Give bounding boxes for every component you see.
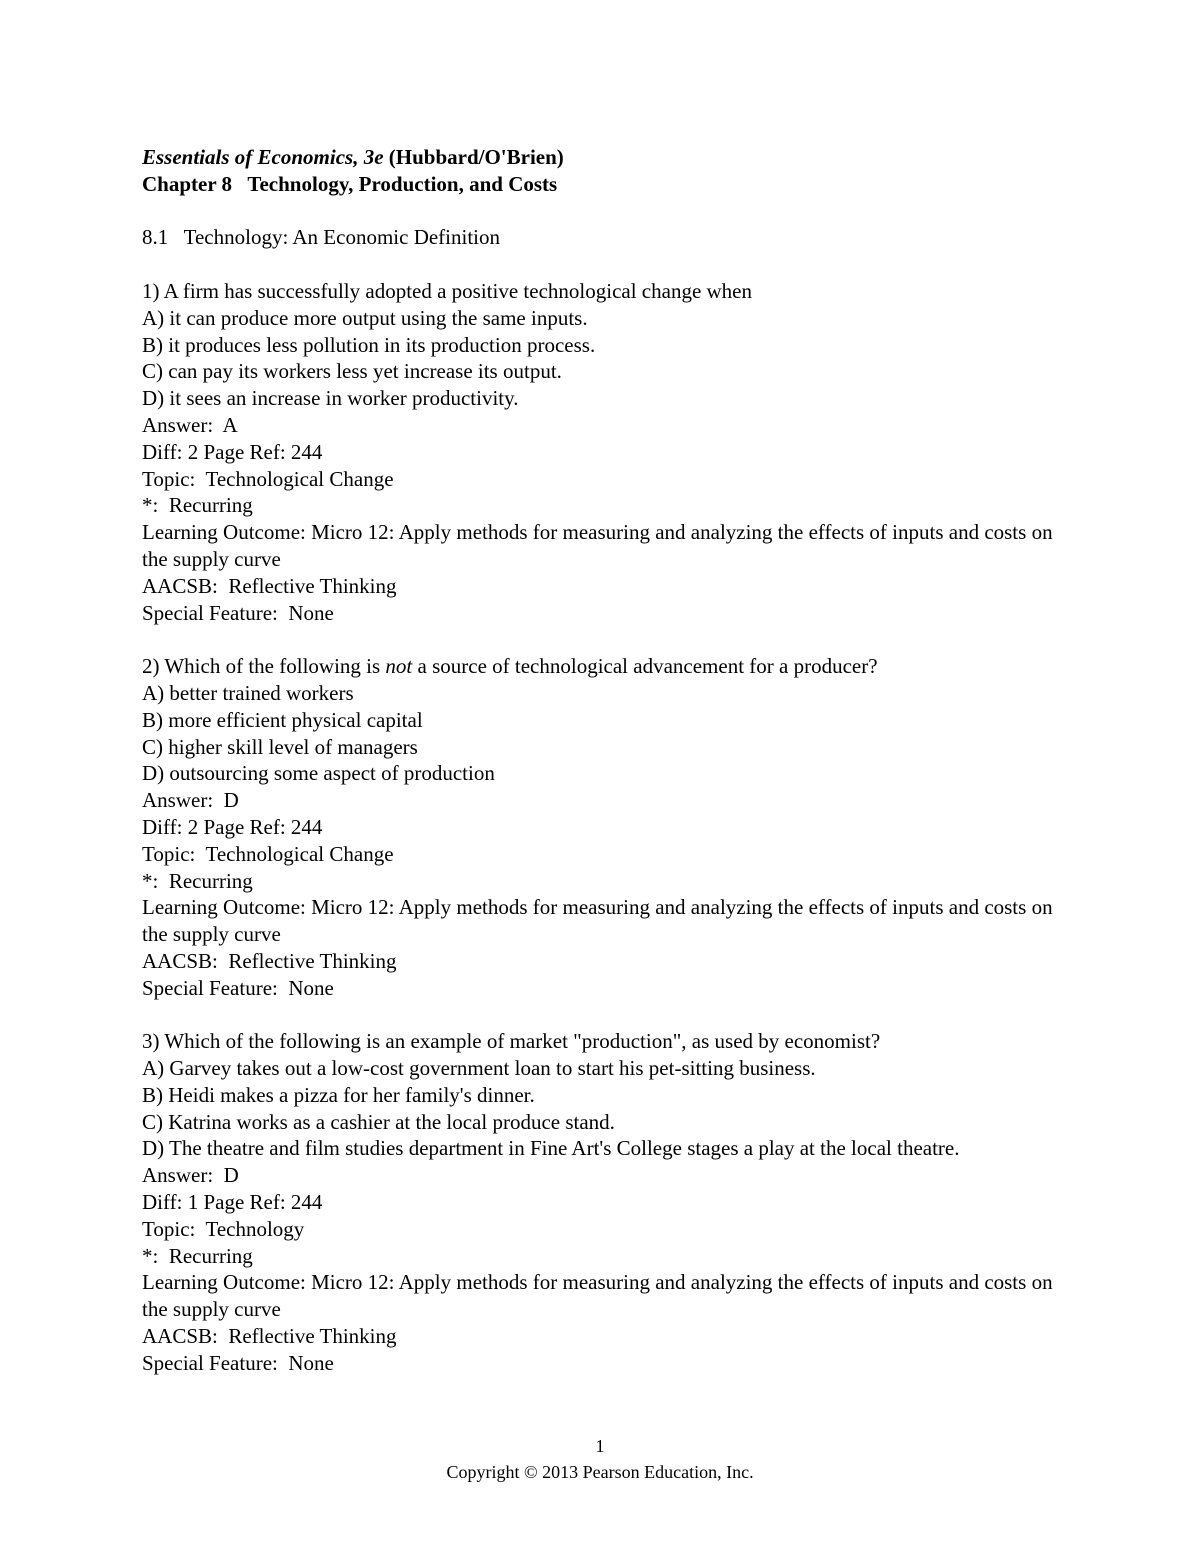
book-title-line xyxy=(142,144,1082,171)
question-3 xyxy=(142,1028,1082,1376)
question-2 xyxy=(142,653,1082,1001)
chapter-title: Chapter 8 Technology, Production, and Costs xyxy=(142,171,558,196)
spacer xyxy=(142,198,1082,225)
question-stem-emphasis: not xyxy=(385,654,413,679)
special-feature: Special Feature: None xyxy=(142,1350,334,1375)
question-stem: 3) Which of the following is an example of market "production", as used by economist? xyxy=(142,1029,881,1054)
aacsb: AACSB: Reflective Thinking xyxy=(142,948,397,973)
aacsb: AACSB: Reflective Thinking xyxy=(142,573,397,598)
difficulty-page-ref: Diff: 2 Page Ref: 244 xyxy=(142,814,323,839)
recurring: *: Recurring xyxy=(142,493,253,518)
special-feature: Special Feature: None xyxy=(142,975,334,1000)
topic: Topic: Technology xyxy=(142,1216,305,1241)
spacer xyxy=(142,251,1082,278)
page-content xyxy=(142,144,1082,1377)
topic: Topic: Technological Change xyxy=(142,466,394,491)
learning-outcome: Learning Outcome: Micro 12: Apply methods for measuring and analyzing the effects of inputs and costs on the supply curve xyxy=(142,520,1053,571)
recurring: *: Recurring xyxy=(142,1243,253,1268)
copyright-notice: Copyright © 2013 Pearson Education, Inc. xyxy=(446,1462,754,1482)
option-d: D) The theatre and film studies department in Fine Art's College stages a play at the local theatre. xyxy=(142,1136,960,1161)
option-a: A) Garvey takes out a low-cost government loan to start his pet-sitting business. xyxy=(142,1056,816,1081)
question-stem xyxy=(142,653,1082,680)
option-c: C) can pay its workers less yet increase its output. xyxy=(142,359,562,384)
book-title: Essentials of Economics, 3e xyxy=(142,145,384,169)
question-stem: 1) A firm has successfully adopted a positive technological change when xyxy=(142,278,752,303)
topic: Topic: Technological Change xyxy=(142,841,394,866)
option-d: D) outsourcing some aspect of production xyxy=(142,761,495,786)
difficulty-page-ref: Diff: 2 Page Ref: 244 xyxy=(142,439,323,464)
option-b: B) Heidi makes a pizza for her family's dinner. xyxy=(142,1082,535,1107)
recurring: *: Recurring xyxy=(142,868,253,893)
question-stem-end: a source of technological advancement for a producer? xyxy=(412,654,878,679)
learning-outcome: Learning Outcome: Micro 12: Apply methods for measuring and analyzing the effects of inputs and costs on the supply curve xyxy=(142,895,1053,947)
answer: Answer: D xyxy=(142,1163,239,1188)
option-d: D) it sees an increase in worker productivity. xyxy=(142,386,519,411)
option-b: B) more efficient physical capital xyxy=(142,707,423,732)
aacsb: AACSB: Reflective Thinking xyxy=(142,1324,397,1349)
question-1 xyxy=(142,278,1082,626)
option-b: B) it produces less pollution in its production process. xyxy=(142,332,596,357)
answer: Answer: A xyxy=(142,412,238,437)
option-a: A) it can produce more output using the same inputs. xyxy=(142,305,588,330)
option-c: C) Katrina works as a cashier at the local produce stand. xyxy=(142,1109,615,1134)
answer: Answer: D xyxy=(142,788,239,813)
book-authors: (Hubbard/O'Brien) xyxy=(388,145,564,169)
special-feature: Special Feature: None xyxy=(142,600,334,625)
page-number: 1 xyxy=(595,1436,605,1456)
question-stem-start: 2) Which of the following is xyxy=(142,654,386,679)
option-a: A) better trained workers xyxy=(142,680,354,705)
difficulty-page-ref: Diff: 1 Page Ref: 244 xyxy=(142,1190,323,1215)
option-c: C) higher skill level of managers xyxy=(142,734,418,759)
section-heading: 8.1 Technology: An Economic Definition xyxy=(142,225,501,250)
learning-outcome: Learning Outcome: Micro 12: Apply methods for measuring and analyzing the effects of inputs and costs on the supply curve xyxy=(142,1270,1053,1322)
